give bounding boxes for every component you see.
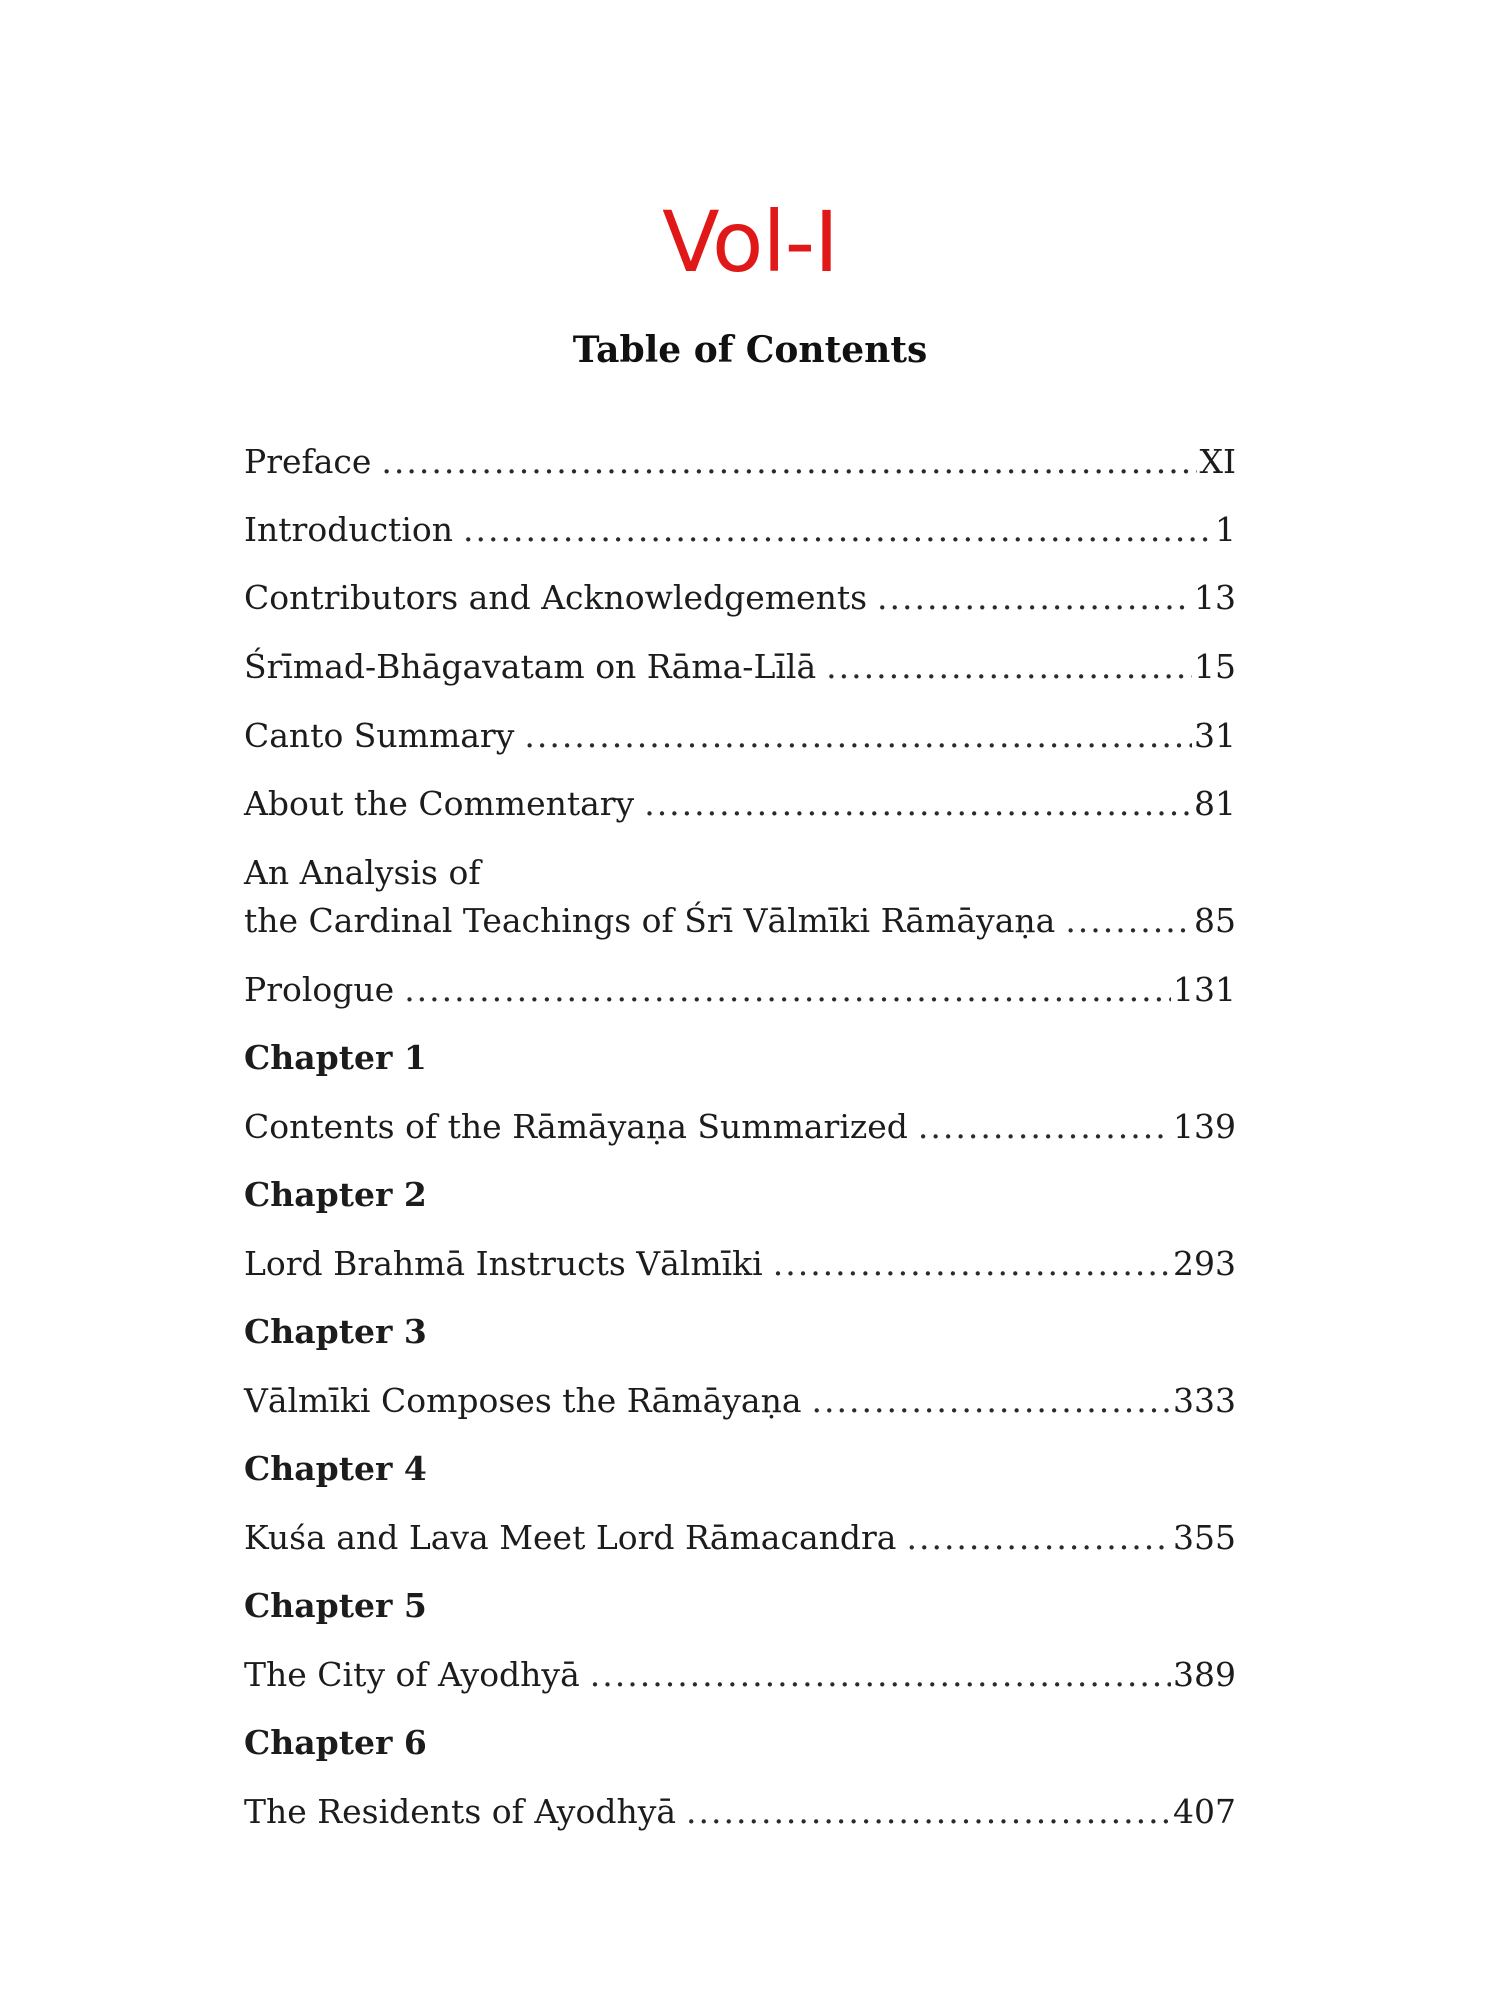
entry-title: Lord Brahmā Instructs Vālmīki xyxy=(244,1244,763,1283)
table-of-contents xyxy=(244,0,1236,2000)
dot-leader xyxy=(404,966,1171,1014)
entry-page-number: 85 xyxy=(1194,901,1236,940)
chapter-label: Chapter 1 xyxy=(244,1038,427,1077)
toc-entry-analysis xyxy=(244,897,1236,945)
entry-page-number: 333 xyxy=(1173,1381,1236,1420)
volume-title: Vol-I xyxy=(662,193,838,291)
entry-page-number: 131 xyxy=(1173,970,1236,1009)
entry-page-number: 81 xyxy=(1194,784,1236,823)
chapter-label: Chapter 4 xyxy=(244,1449,427,1488)
toc-entry-chapter-1 xyxy=(244,1103,1236,1151)
entry-page-number: 293 xyxy=(1173,1244,1236,1283)
toc-heading: Table of Contents xyxy=(572,329,928,371)
toc-entry-bhagavatam xyxy=(244,643,1236,691)
entry-page-number: 31 xyxy=(1194,716,1236,755)
entry-title: About the Commentary xyxy=(244,784,635,823)
dot-leader xyxy=(877,574,1192,622)
dot-leader xyxy=(590,1651,1171,1699)
entry-title: Introduction xyxy=(244,510,453,549)
chapter-label: Chapter 2 xyxy=(244,1175,427,1214)
dot-leader xyxy=(686,1788,1171,1836)
dot-leader xyxy=(773,1240,1171,1288)
entry-title: Kuśa and Lava Meet Lord Rāmacandra xyxy=(244,1518,897,1557)
entry-title: Preface xyxy=(244,442,372,481)
toc-entry-canto-summary xyxy=(244,712,1236,760)
dot-leader xyxy=(381,438,1197,486)
entry-title: The City of Ayodhyā xyxy=(244,1655,580,1694)
toc-entry-introduction xyxy=(244,506,1236,554)
toc-entry-chapter-2 xyxy=(244,1240,1236,1288)
toc-entry-chapter-6 xyxy=(244,1788,1236,1836)
entry-page-number: 13 xyxy=(1194,578,1236,617)
entry-page-number: 15 xyxy=(1194,647,1236,686)
dot-leader xyxy=(906,1514,1171,1562)
entry-title: Contributors and Acknowledgements xyxy=(244,578,868,617)
entry-page-number: 139 xyxy=(1173,1107,1236,1146)
toc-entry-chapter-5 xyxy=(244,1651,1236,1699)
dot-leader xyxy=(463,506,1213,554)
entry-title: The Residents of Ayodhyā xyxy=(244,1792,677,1831)
dot-leader xyxy=(918,1103,1171,1151)
toc-entry-analysis-line1: An Analysis of xyxy=(244,853,481,892)
dot-leader xyxy=(1065,897,1192,945)
toc-entry-chapter-4 xyxy=(244,1514,1236,1562)
dot-leader xyxy=(826,643,1192,691)
dot-leader xyxy=(644,780,1192,828)
entry-page-number: 389 xyxy=(1173,1655,1236,1694)
entry-title: Prologue xyxy=(244,970,395,1009)
dot-leader xyxy=(524,712,1192,760)
entry-title: Contents of the Rāmāyaṇa Summarized xyxy=(244,1107,908,1146)
toc-entry-prologue xyxy=(244,966,1236,1014)
entry-page-number: 1 xyxy=(1215,510,1236,549)
chapter-label: Chapter 5 xyxy=(244,1586,427,1625)
chapter-label: Chapter 6 xyxy=(244,1723,427,1762)
entry-page-number: 355 xyxy=(1173,1518,1236,1557)
entry-page-number: 407 xyxy=(1173,1792,1236,1831)
toc-entry-chapter-3 xyxy=(244,1377,1236,1425)
toc-entry-contributors xyxy=(244,574,1236,622)
entry-page-number: XI xyxy=(1199,442,1236,481)
toc-entry-commentary xyxy=(244,780,1236,828)
entry-title: Vālmīki Composes the Rāmāyaṇa xyxy=(244,1381,802,1420)
entry-title: the Cardinal Teachings of Śrī Vālmīki Rāmāyaṇa xyxy=(244,901,1056,940)
dot-leader xyxy=(812,1377,1171,1425)
chapter-label: Chapter 3 xyxy=(244,1312,427,1351)
entry-title: Śrīmad-Bhāgavatam on Rāma-Līlā xyxy=(244,647,817,686)
toc-entry-preface xyxy=(244,438,1236,486)
entry-title: Canto Summary xyxy=(244,716,515,755)
